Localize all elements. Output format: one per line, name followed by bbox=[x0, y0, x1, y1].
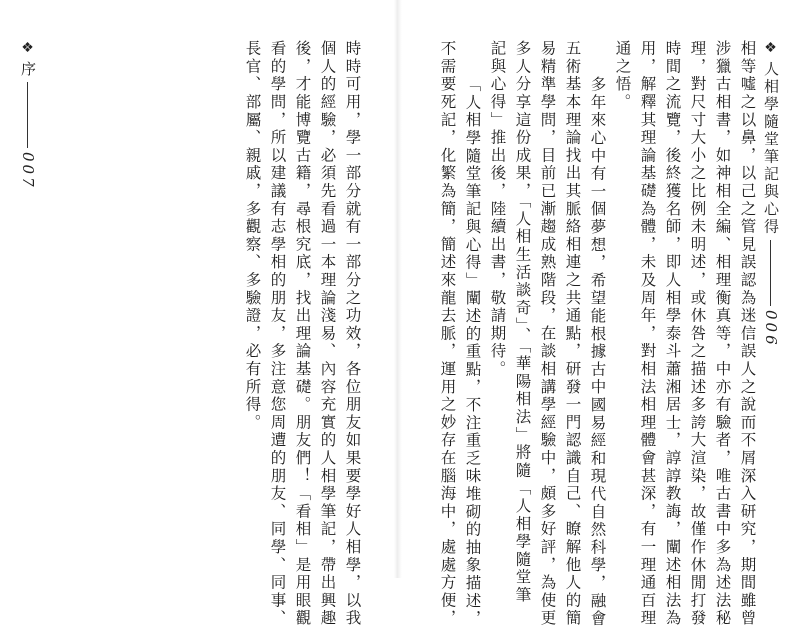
text-column: 五術基本理論找出其脈絡相連之共通點，研發一門認識自己、瞭解他人的簡 bbox=[563, 40, 582, 628]
text-column: 不需要死記，化繁為簡，簡述來龍去脈，運用之妙存在腦海中，處處方便， bbox=[438, 40, 457, 628]
diamond-ornament-icon: ❖ bbox=[19, 40, 36, 58]
text-column: 記與心得」推出後，陸續出書，敬請期待。 bbox=[488, 40, 507, 379]
running-header bbox=[763, 40, 778, 347]
header-rule bbox=[770, 240, 771, 306]
header-rule bbox=[27, 82, 28, 148]
text-column: 易精準學問，目前已漸趨成熟階段，在談相講學經驗中，頗多好評，為使更 bbox=[538, 40, 557, 628]
text-column: 多人分享這份成果，「人相生活談奇」、「華陽相法」將隨「人相學隨堂筆 bbox=[513, 40, 532, 605]
text-column: 時間之流覽，後終獲名師，即人相學泰斗蕭湘居士，諄諄教誨，闡述相法為 bbox=[663, 40, 682, 628]
text-column: 相等噓之以鼻，以己之管見誤認為迷信誤人之說而不屑深入研究，期間雖曾 bbox=[738, 40, 757, 628]
text-column: 「人相學隨堂筆記與心得」闡述的重點，不注重乏味堆砌的抽象描述， bbox=[463, 76, 482, 628]
text-column: 長官、部屬、親戚，多觀察、多驗證，必有所得。 bbox=[243, 40, 262, 432]
running-title: 人相學隨堂筆記與心得 bbox=[762, 60, 780, 236]
running-title: 序 bbox=[19, 60, 37, 78]
text-column: 多年來心中有一個夢想，希望能根據古中國易經和現代自然科學，融會 bbox=[588, 76, 607, 628]
text-column: 理，對尺寸大小之比例未明述，或休咎之描述多誇大渲染，故僅作休閒打發 bbox=[688, 40, 707, 628]
text-column: 用，解釋其理論基礎為體，未及周年，對相法相理體會甚深，有一理通百理 bbox=[638, 40, 657, 628]
running-header bbox=[20, 40, 35, 190]
page-number: 006 bbox=[762, 309, 780, 348]
text-column: 後，才能博覽古籍，尋根究底，找出理論基礎。朋友們！「看相」是用眼觀 bbox=[293, 40, 312, 628]
page-number: 007 bbox=[19, 152, 37, 190]
right-page bbox=[400, 0, 793, 628]
text-column: 個人的經驗，必須先看過一本理論淺易、內容充實的人相學筆記，帶出興趣 bbox=[318, 40, 337, 628]
text-column: 通之悟。 bbox=[613, 40, 632, 112]
text-column: 看的學問，所以建議有志學相的朋友，多注意您周遭的朋友、同學、同事、 bbox=[268, 40, 287, 628]
diamond-ornament-icon: ❖ bbox=[762, 40, 779, 58]
text-column: 時時可用，學一部分就有一部分之功效，各位朋友如果要學好人相學，以我 bbox=[343, 40, 362, 628]
text-column: 涉獵古相書，如神相全編、相理衡真等，中亦有驗者，唯古書中多為述法秘 bbox=[713, 40, 732, 628]
